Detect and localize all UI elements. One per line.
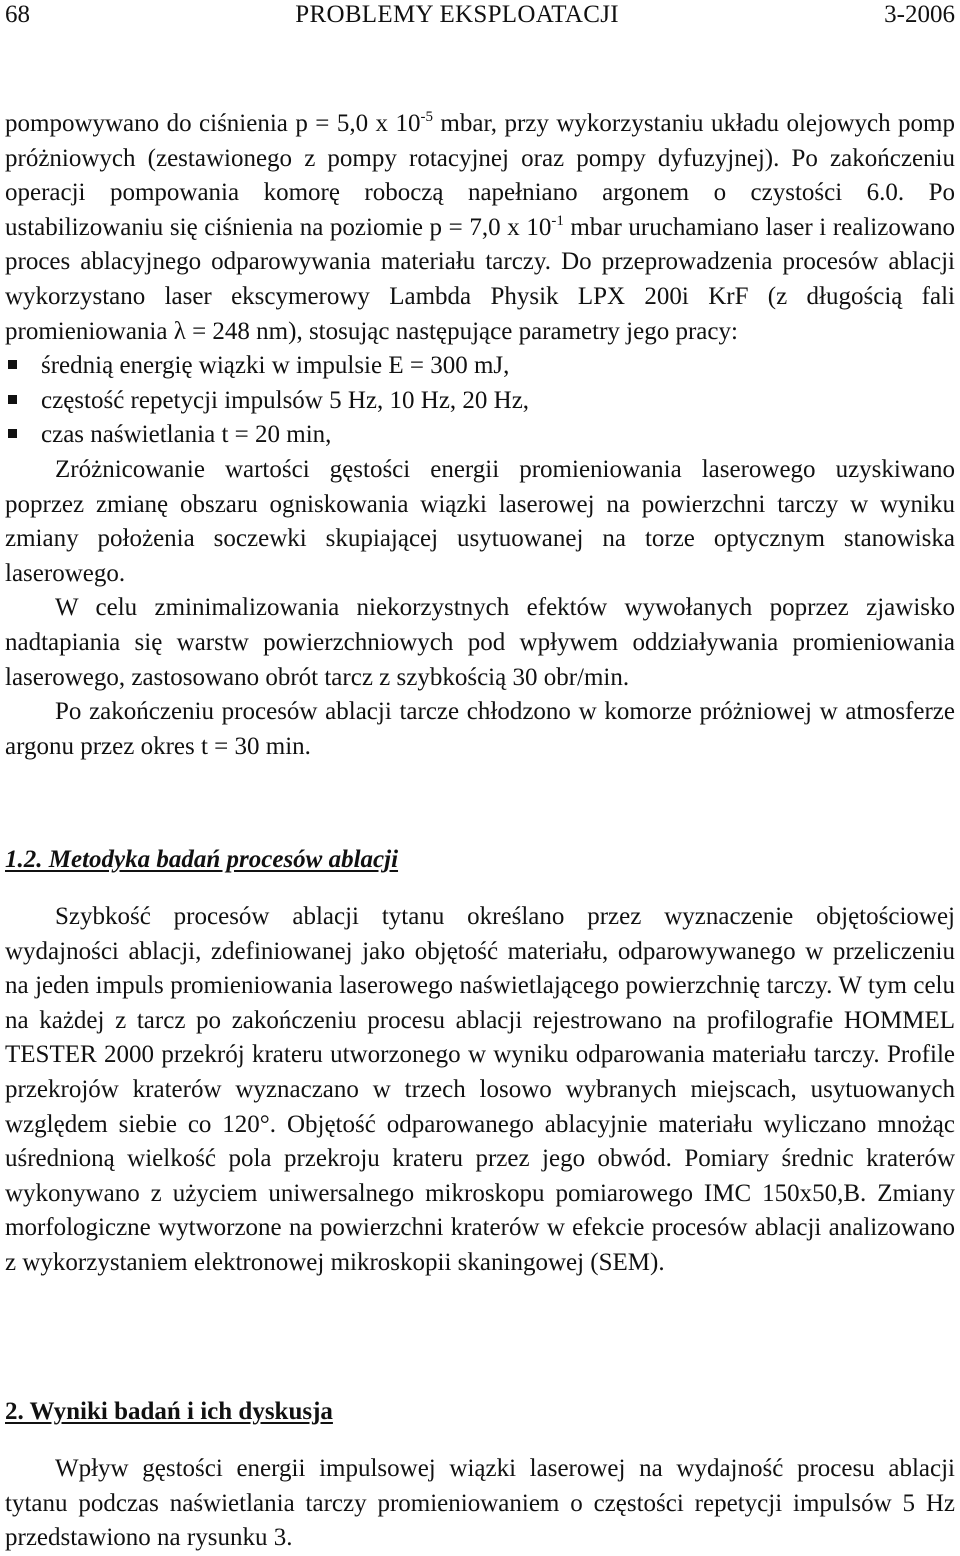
page-number: 68 [5, 1, 30, 28]
issue-number: 3-2006 [884, 1, 955, 28]
square-bullet-icon [8, 429, 17, 438]
laser-parameters-list [5, 349, 955, 453]
list-item-text: czas naświetlania t = 20 min, [41, 421, 332, 449]
section-heading-results: 2. Wyniki badań i ich dyskusja [5, 1398, 333, 1425]
paragraph-vacuum-procedure [5, 107, 955, 349]
section-2-body [5, 1452, 955, 1556]
text-run: mbar, przy wykorzystaniu układu olejowych pomp próżniowych (zestawionego z pompy rotacyjnej oraz pompy dyfuzyjnej). Po zakończeniu operacji pompowania komorę roboczą napełniano argonem o czystości 6.0. Po ustabilizowaniu się ciśnienia na poziomie p = 7,0 x 10 [5, 110, 955, 241]
running-header [5, 0, 955, 30]
paragraph-methodology: Szybkość procesów ablacji tytanu określano przez wyznaczenie objętościowej wydajności ablacji, zdefiniowanej jako objętość materiału, odparowywanego w przeliczeniu na jeden impuls promieniowania laserowego naświetlającego powierzchnię tarczy. W tym celu na każdej z tarcz po zakończeniu procesu ablacji rejestrowano na profilografie HOMMEL TESTER 2000 przekrój krateru utworzonego w wyniku odparowania materiału tarczy. Profile przekrojów kraterów wyznaczano w trzech losowo wybranych miejscach, usytuowanych względem siebie co 120°. Objętość odparowanego ablacyjnie materiału wyliczano mnożąc uśrednioną wielkość pola przekroju krateru przez jego obwód. Pomiary średnic kraterów wykonywano z użyciem uniwersalnego mikroskopu pomiarowego IMC 150x50,B. Zmiany morfologiczne wytworzone na powierzchni kraterów w efekcie procesów ablacji analizowano z wykorzystaniem elektronowej mikroskopii skaningowej (SEM). [5, 903, 955, 1276]
square-bullet-icon [8, 360, 17, 369]
journal-title: PROBLEMY EKSPLOATACJI [295, 1, 619, 28]
list-item-text: średnią energię wiązki w impulsie E = 300 mJ, [41, 352, 510, 380]
list-item [5, 384, 955, 419]
square-bullet-icon [8, 395, 17, 404]
list-item-text: częstość repetycji impulsów 5 Hz, 10 Hz, 20 Hz, [41, 386, 530, 414]
text-run: mbar uruchamiano laser i realizowano proces ablacyjnego odparowywania materiału tarczy. Do przeprowadzenia procesów ablacji wykorzystano laser ekscymerowy Lambda Physik LPX 200i KrF (z długością fali promieniowania λ = 248 nm), stosując następujące parametry jego pracy: [5, 213, 956, 345]
text-run: pompowywano do ciśnienia p = 5,0 x 10 [5, 110, 421, 137]
paragraph-energy-density: Zróżnicowanie wartości gęstości energii promieniowania laserowego uzyskiwano poprzez zmianę obszaru ogniskowania wiązki laserowej na powierzchni tarczy w wyniku zmiany położenia soczewki skupiającej usytuowanej na torze optycznym stanowiska laserowego. [5, 455, 955, 587]
paragraph-cooling: Po zakończeniu procesów ablacji tarcze chłodzono w komorze próżniowej w atmosferze argonu przez okres t = 30 min. [5, 698, 955, 760]
section-1-2-body [5, 900, 955, 1281]
superscript: -1 [551, 212, 564, 229]
text-block-1 [5, 107, 955, 764]
section-2 [5, 1395, 955, 1429]
list-item [5, 418, 955, 453]
paragraph-rotation: W celu zminimalizowania niekorzystnych efektów wywołanych poprzez zjawisko nadtapiania się warstw powierzchniowych pod wpływem oddziaływania promieniowania laserowego, zastosowano obrót tarcz z szybkością 30 obr/min. [5, 594, 955, 691]
section-heading-methodology: 1.2. Metodyka badań procesów ablacji [5, 846, 399, 873]
section-1-2 [5, 843, 955, 877]
list-item [5, 349, 955, 384]
paragraph-results: Wpływ gęstości energii impulsowej wiązki laserowej na wydajność procesu ablacji tytanu podczas naświetlania tarczy promieniowaniem o częstości repetycji impulsów 5 Hz przedstawiono na rysunku 3. [5, 1455, 955, 1552]
superscript: -5 [420, 109, 433, 125]
